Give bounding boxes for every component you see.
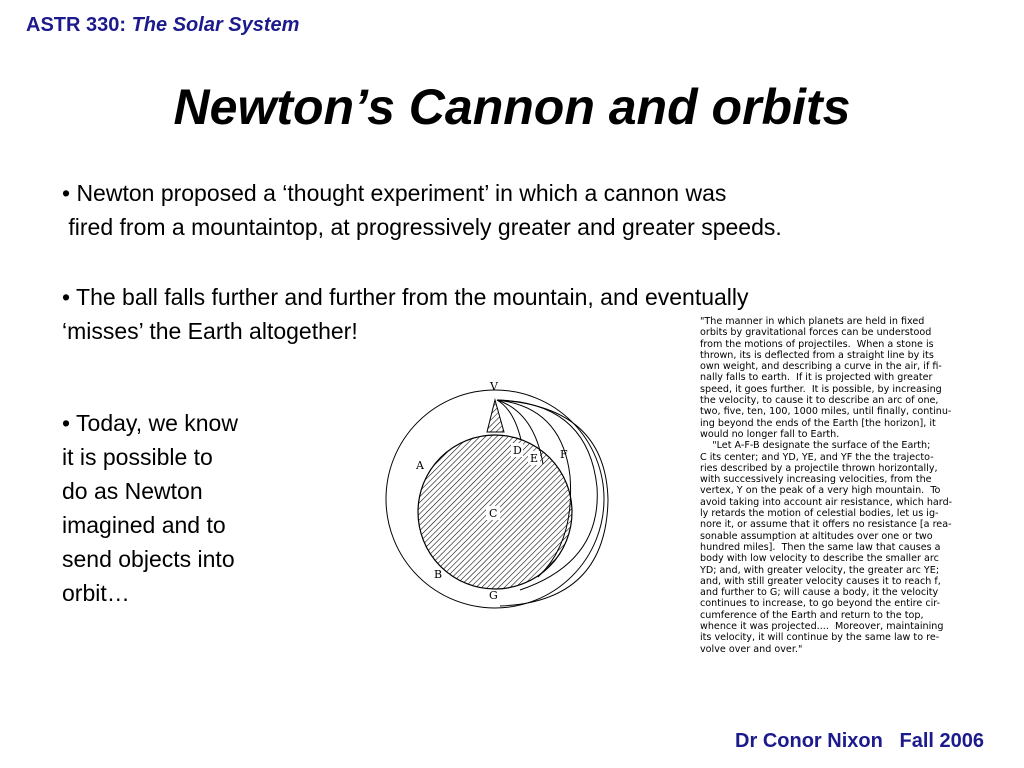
quote-line: thrown, its is deflected from a straight line by its [700,349,934,361]
label-g: G [489,589,498,602]
course-header [26,14,299,37]
quote-line: own weight, and describing a curve in the air, if fi- [700,361,942,373]
quote-line: volve over and over." [700,643,803,655]
quote-line: sonable assumption at altitudes over one or two [700,530,933,542]
quote-line: hundred miles]. Then the same law that causes a [700,541,941,553]
label-v: V [490,380,498,393]
quote-line: and, with still greater velocity causes it to reach f, [700,575,941,587]
bullet-cannon-experiment [62,176,782,244]
quote-line: with successively increasing velocities, from the [700,474,932,486]
quote-line: cumference of the Earth and return to the top, [700,609,924,621]
quote-line: speed, it goes further. It is possible, by increasing [700,383,942,395]
quote-line: orbits by gravitational forces can be understood [700,327,932,339]
quote-line: and further to G; will cause a body, it the velocity [700,587,939,599]
quote-line: its velocity, it will continue by the same law to re- [700,632,940,644]
course-code: ASTR 330: [26,14,132,36]
bullet-line: do as Newton [62,478,203,504]
course-name: The Solar System [131,14,300,36]
quote-line: ly retards the motion of celestial bodies, let us ig- [700,508,939,520]
bullet-line: send objects into [62,546,235,572]
quote-line: would no longer fall to Earth. [700,428,840,440]
quote-line: ing beyond the ends of the Earth [the horizon], it [700,417,936,429]
quote-line: whence it was projected.... Moreover, maintaining [700,621,944,633]
newtons-cannon-diagram [380,372,620,628]
quote-line: nally falls to earth. If it is projected with greater [700,372,933,384]
quote-line: "The manner in which planets are held in fixed [700,316,925,327]
bullet-line: • The ball falls further and further from the mountain, and eventually [62,284,749,310]
footer-author-term: Dr Conor Nixon Fall 2006 [735,730,984,752]
bullet-line: fired from a mountaintop, at progressively greater and greater speeds. [62,214,782,240]
label-a: A [416,459,424,472]
quote-line: nore it, or assume that it offers no resistance [a rea- [700,519,952,531]
mountain-shape [487,400,504,432]
bullet-today-orbit [62,406,238,610]
bullet-misses-earth [62,280,749,348]
quote-line: two, five, ten, 100, 1000 miles, until finally, continu- [700,406,952,418]
quote-line: avoid taking into account air resistance, which hard- [700,496,953,508]
quote-line: ries described by a projectile thrown horizontally, [700,462,938,474]
label-d: D [513,444,522,457]
label-b: B [434,568,443,581]
slide-title: Newton’s Cannon and orbits [173,79,851,135]
label-c: C [489,507,498,520]
quote-line: vertex, Y on the peak of a very high mountain. To [700,485,941,497]
quote-line: the velocity, to cause it to describe an arc of one, [700,395,939,407]
bullet-line: it is possible to [62,444,213,470]
bullet-line: • Today, we know [62,410,238,436]
newton-quote [700,316,968,655]
quote-line: body with low velocity to describe the smaller arc [700,553,939,565]
bullet-line: ‘misses’ the Earth altogether! [62,318,358,344]
bullet-line: • Newton proposed a ‘thought experiment’ in which a cannon was [62,180,727,206]
label-e: E [530,452,539,465]
label-f: F [560,448,568,461]
quote-line: YD; and, with greater velocity, the greater arc YE; [700,564,940,576]
quote-line: from the motions of projectiles. When a stone is [700,338,934,350]
quote-line: C its center; and YD, YE, and YF the the trajecto- [700,451,934,463]
quote-line: continues to increase, to go beyond the entire cir- [700,598,941,610]
quote-line: "Let A-F-B designate the surface of the Earth; [700,440,931,452]
bullet-line: imagined and to [62,512,226,538]
bullet-line: orbit… [62,580,130,606]
